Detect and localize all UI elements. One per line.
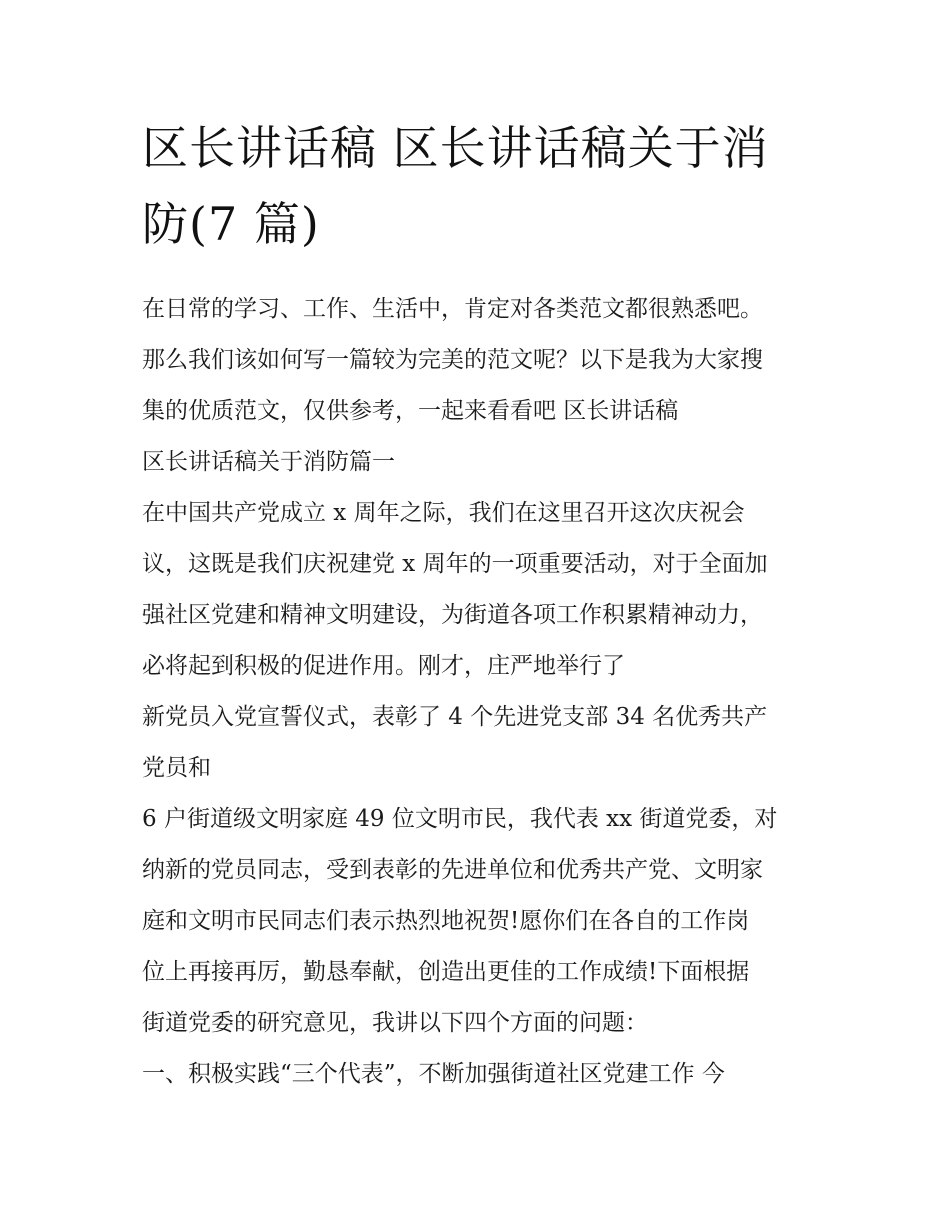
body-line-8: 必将起到积极的促进作用。刚才，庄严地举行了 <box>142 653 625 679</box>
document-body <box>142 284 822 1100</box>
body-line-16: 一、积极实践“三个代表”，不断加强街道社区党建工作 今 <box>142 1061 725 1087</box>
title-line-1: 区长讲话稿 区长讲话稿关于消 <box>142 121 769 175</box>
body-line-7: 强社区党建和精神文明建设，为街道各项工作积累精神动力， <box>142 602 763 628</box>
body-line-15: 街道党委的研究意见，我讲以下四个方面的问题： <box>142 1010 648 1036</box>
body-line-10: 党员和 <box>142 755 211 781</box>
title-line-2: 防(7 篇) <box>142 197 320 251</box>
body-line-6: 议，这既是我们庆祝建党 x 周年的一项重要活动，对于全面加 <box>142 551 768 577</box>
document-page <box>142 110 822 1100</box>
body-line-1: 在日常的学习、工作、生活中，肯定对各类范文都很熟悉吧。 <box>142 296 763 322</box>
body-line-3: 集的优质范文，仅供参考，一起来看看吧 区长讲话稿 <box>142 398 679 424</box>
section-heading: 区长讲话稿关于消防篇一 <box>142 449 395 475</box>
document-title <box>142 110 822 262</box>
body-line-9: 新党员入党宣誓仪式，表彰了 4 个先进党支部 34 名优秀共产 <box>142 704 768 730</box>
body-line-13: 庭和文明市民同志们表示热烈地祝贺!愿你们在各自的工作岗 <box>142 908 750 934</box>
body-line-5: 在中国共产党成立 x 周年之际，我们在这里召开这次庆祝会 <box>142 500 745 526</box>
body-line-12: 纳新的党员同志，受到表彰的先进单位和优秀共产党、文明家 <box>142 857 763 883</box>
body-line-2: 那么我们该如何写一篇较为完美的范文呢？以下是我为大家搜 <box>142 347 763 373</box>
body-line-11: 6 户街道级文明家庭 49 位文明市民，我代表 xx 街道党委，对 <box>142 806 778 832</box>
body-line-14: 位上再接再厉，勤恳奉献，创造出更佳的工作成绩!下面根据 <box>142 959 750 985</box>
